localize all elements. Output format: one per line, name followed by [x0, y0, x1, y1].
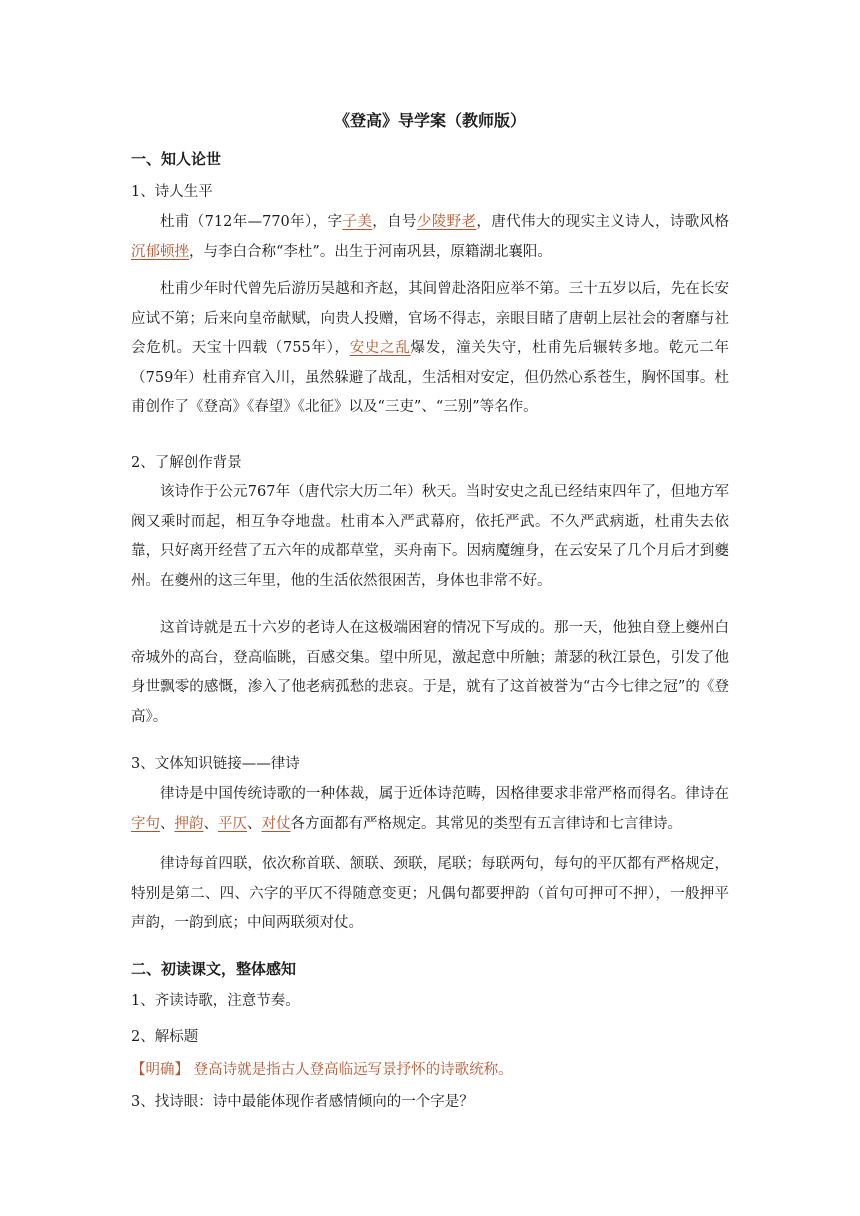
answer-clarify	[131, 1058, 513, 1079]
highlight-zijv: 字句	[131, 815, 160, 832]
subheading-background: 2、了解创作背景	[131, 455, 242, 471]
paragraph-poet-intro: 杜甫（712年—770年），字子美，自号少陵野老，唐代伟大的现实主义诗人，诗歌风格沉郁顿挫，与李白合称“李杜”。出生于河南巩县，原籍湖北襄阳。	[131, 214, 730, 260]
paragraph-lvshi-2: 律诗每首四联，依次称首联、颔联、颈联，尾联；每联两句，每句的平仄都有严格规定，特别是第二、四、六字的平仄不得随意变更；凡偶句都要押韵（首句可押可不押），一般押平声韵，一韵到底；中间两联须对仗。	[131, 856, 729, 931]
highlight-zimei: 子美	[342, 214, 373, 230]
highlight-shaoling: 少陵野老	[416, 214, 477, 230]
section-heading-1: 一、知人论世	[131, 150, 222, 168]
paragraph-lvshi-1: 律诗是中国传统诗歌的一种体裁，属于近体诗范畴，因格律要求非常严格而得名。律诗在字句、押韵、平仄、对仗各方面都有严格规定。其常见的类型有五言律诗和七言律诗。	[131, 786, 729, 832]
subheading-poet-life: 1、诗人生平	[131, 184, 213, 200]
paragraph-poet-biography: 杜甫少年时代曾先后游历吴越和齐赵，其间曾赴洛阳应举不第。三十五岁以后，先在长安应试不第；后来向皇帝献赋，向贵人投赠，官场不得志，亲眼目睹了唐朝上层社会的奢靡与社会危机。天宝十四载（755年），安史之乱爆发，潼关失守，杜甫先后辗转多地。乾元二年（759年）杜甫弃官入川，虽然躲避了战乱，生活相对安定，但仍然心系苍生，胸怀国事。杜甫创作了《登高》《春望》《北征》以及“三吏”、“三别”等名作。	[131, 281, 729, 415]
list-item-title-explain: 2、解标题	[131, 1029, 199, 1045]
answer-text: 登高诗就是指古人登高临远写景抒怀的诗歌统称。	[193, 1062, 513, 1078]
subheading-lvshi: 3、文体知识链接——律诗	[131, 756, 300, 772]
list-item-read-aloud: 1、齐读诗歌，注意节奏。	[131, 993, 300, 1009]
section-heading-2: 二、初读课文，整体感知	[131, 960, 297, 978]
highlight-anshi: 安史之乱	[349, 340, 411, 356]
highlight-duizhang: 对仗	[261, 815, 291, 832]
page-title: 《登高》导学案（教师版）	[333, 111, 526, 130]
paragraph-background-2: 这首诗就是五十六岁的老诗人在这极端困窘的情况下写成的。那一天，他独自登上夔州白帝城外的高台，登高临眺，百感交集。望中所见，激起意中所触；萧瑟的秋江景色，引发了他身世飘零的感慨，渗入了他老病孤愁的悲哀。于是，就有了这首被誉为“古今七律之冠”的《登高》。	[131, 620, 729, 725]
paragraph-background-1: 该诗作于公元767年（唐代宗大历二年）秋天。当时安史之乱已经结束四年了，但地方军阀又乘时而起，相互争夺地盘。杜甫本入严武幕府，依托严武。不久严武病逝，杜甫失去依靠，只好离开经营了五六年的成都草堂，买舟南下。因病魔缠身，在云安呆了几个月后才到夔州。在夔州的这三年里，他的生活依然很困苦，身体也非常不好。	[131, 484, 729, 589]
highlight-style: 沉郁顿挫	[131, 243, 189, 260]
highlight-pingze: 平仄	[218, 815, 247, 832]
answer-label: 【明确】	[131, 1062, 189, 1078]
list-item-poem-eye: 3、找诗眼：诗中最能体现作者感情倾向的一个字是？	[131, 1094, 474, 1110]
highlight-yayun: 押韵	[174, 815, 204, 832]
